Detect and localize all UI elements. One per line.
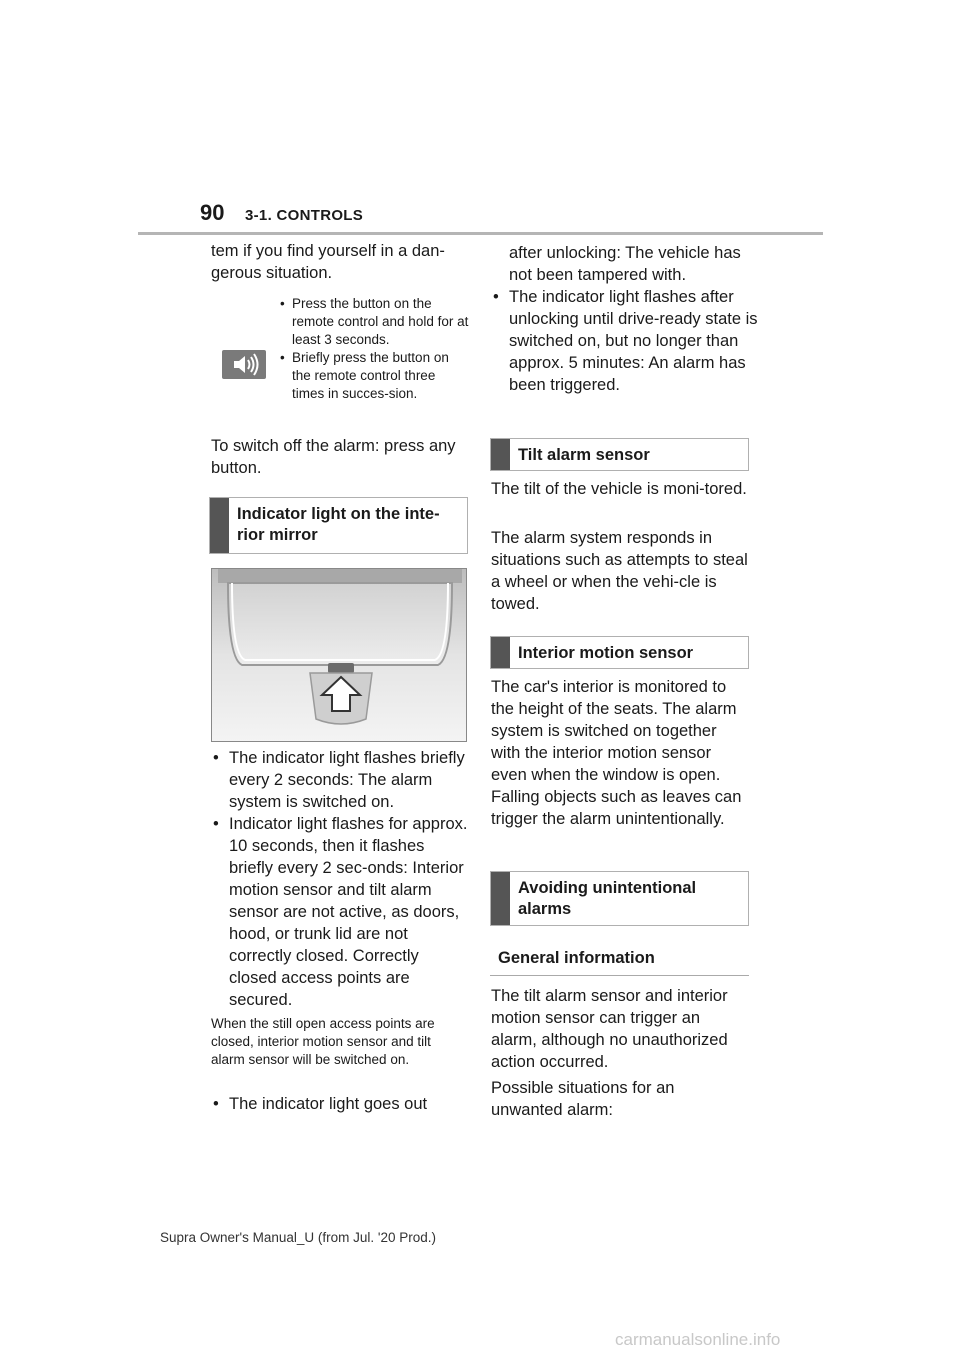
- avoid-heading: [490, 871, 749, 926]
- interior-text: The car's interior is monitored to the height of the seats. The alarm system is switched on together with the interior motion sensor even when the window is open. Falling objects such as leaves can trigger the alarm unintentionally.: [491, 678, 742, 828]
- page-footer: Supra Owner's Manual_U (from Jul. '20 Prod.): [160, 1230, 437, 1245]
- indicator-bullet: • Indicator light flashes for approx. 10 seconds, then it flashes briefly every 2 sec-onds: Interior motion sensor and tilt alarm sensor are not active, as doors, hood, or trunk lid are not correctly closed. Correctly closed access points are secured.: [211, 813, 469, 1011]
- speaker-icon: [222, 350, 266, 379]
- indicator-heading-text: Indicator light on the inte-rior mirror: [237, 505, 440, 544]
- watermark: carmanualsonline.info: [615, 1330, 781, 1349]
- switch-off-text: To switch off the alarm: press any button.: [211, 437, 456, 477]
- indicator-bullets: [211, 747, 469, 1011]
- interior-heading-text: Interior motion sensor: [518, 644, 694, 662]
- page-header: [0, 0, 960, 240]
- indicator-last-bullet: • The indicator light goes out: [211, 1093, 487, 1115]
- section-title: 3-1. CONTROLS: [245, 207, 364, 224]
- general-heading: General information: [498, 949, 655, 967]
- alarm-triggered-bullet: • The indicator light flashes after unlocking until drive-ready state is switched on, but no longer than approx. 5 minutes: An alarm has been triggered.: [491, 286, 767, 396]
- tilt-text-2: The alarm system responds in situations such as attempts to steal a wheel or when the vehi-cle is towed.: [491, 529, 748, 613]
- general-text-1: The tilt alarm sensor and interior motion sensor can trigger an alarm, although no unauthorized action occurred.: [491, 987, 728, 1071]
- alarm-steps-list: [280, 295, 470, 403]
- intro-text: tem if you find yourself in a dan-gerous situation.: [211, 242, 445, 282]
- note-text: When the still open access points are closed, interior motion sensor and tilt alarm sensor will be switched on.: [211, 1016, 435, 1067]
- tilt-heading: [490, 438, 749, 471]
- tilt-text-1: The tilt of the vehicle is moni-tored.: [491, 480, 747, 498]
- tilt-heading-text: Tilt alarm sensor: [518, 446, 650, 464]
- page-number: 90: [200, 200, 225, 225]
- alarm-step: • Briefly press the button on the remote control three times in succes-sion.: [280, 349, 470, 403]
- indicator-bullet: • The indicator light flashes briefly every 2 seconds: The alarm system is switched on.: [211, 747, 469, 813]
- interior-mirror-figure: [211, 568, 467, 742]
- interior-heading: [490, 636, 749, 669]
- avoid-heading-text: Avoiding unintentional alarms: [518, 879, 697, 918]
- general-text-2: Possible situations for an unwanted alarm:: [491, 1079, 675, 1119]
- header-divider: [138, 232, 823, 235]
- continued-text: after unlocking: The vehicle has not been tampered with.: [509, 244, 741, 284]
- indicator-heading: [209, 497, 468, 554]
- alarm-step: • Press the button on the remote control and hold for at least 3 seconds.: [280, 295, 470, 349]
- general-heading-divider: [490, 975, 749, 976]
